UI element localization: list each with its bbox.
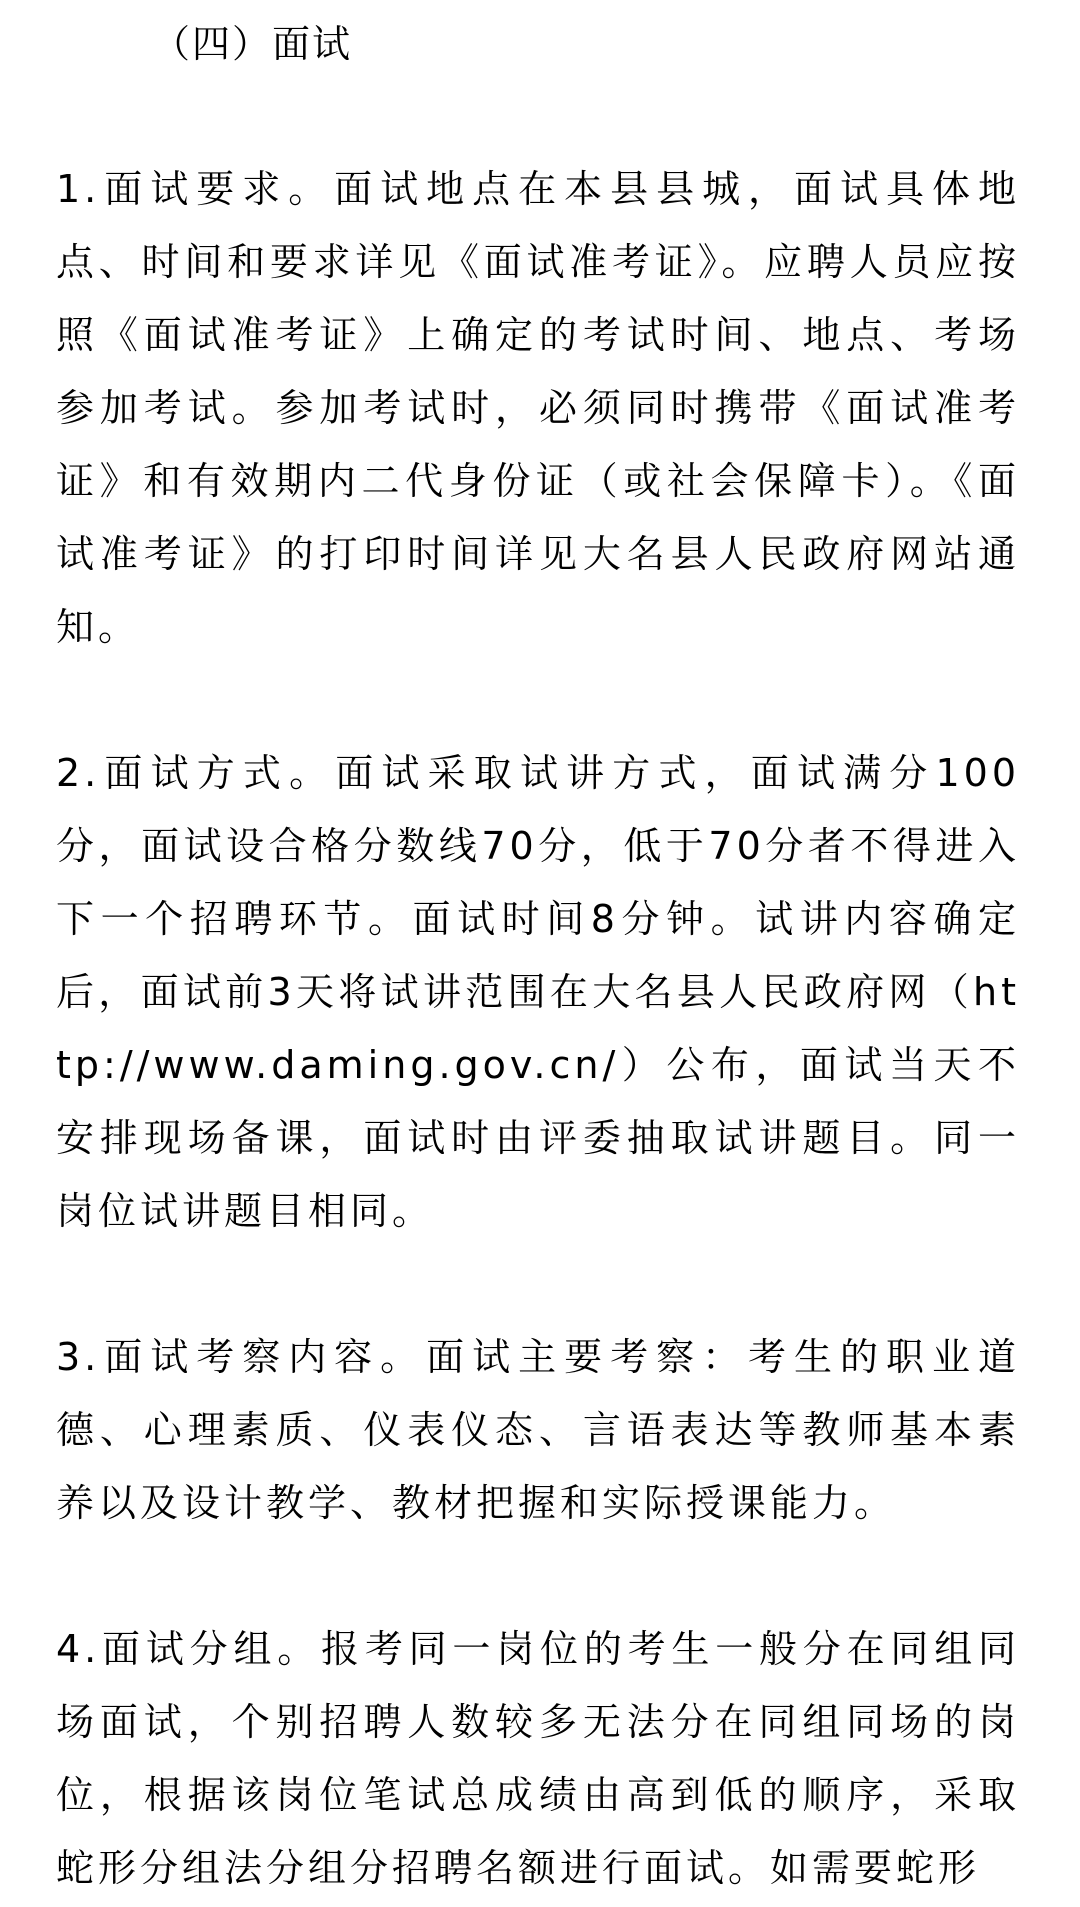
paragraph-interview-requirements: 1.面试要求。面试地点在本县县城，面试具体地点、时间和要求详见《面试准考证》。应聘人员应按照《面试准考证》上确定的考试时间、地点、考场参加考试。参加考试时，必须同时携带《面试准考证》和有效期内二代身份证（或社会保障卡）。《面试准考证》的打印时间详见大名县人民政府网站通知。 <box>56 167 1020 649</box>
section-title: （四）面试 <box>152 22 353 66</box>
spacer <box>56 80 1020 153</box>
spacer <box>56 664 1020 737</box>
spacer <box>56 1248 1020 1321</box>
paragraph-interview-grouping: 4.面试分组。报考同一岗位的考生一般分在同组同场面试，个别招聘人数较多无法分在同组同场的岗位，根据该岗位笔试总成绩由高到低的顺序，采取蛇形分组法分组分招聘名额进行面试。如需要蛇形 <box>56 1627 1020 1890</box>
paragraph-interview-content: 3.面试考察内容。面试主要考察：考生的职业道德、心理素质、仪表仪态、言语表达等教师基本素养以及设计教学、教材把握和实际授课能力。 <box>56 1335 1020 1525</box>
spacer <box>56 1540 1020 1613</box>
paragraph-interview-method: 2.面试方式。面试采取试讲方式，面试满分100分，面试设合格分数线70分，低于70分者不得进入下一个招聘环节。面试时间8分钟。试讲内容确定后，面试前3天将试讲范围在大名县人民政府网（http://www.daming.gov.cn/）公布，面试当天不安排现场备课，面试时由评委抽取试讲题目。同一岗位试讲题目相同。 <box>56 751 1020 1233</box>
